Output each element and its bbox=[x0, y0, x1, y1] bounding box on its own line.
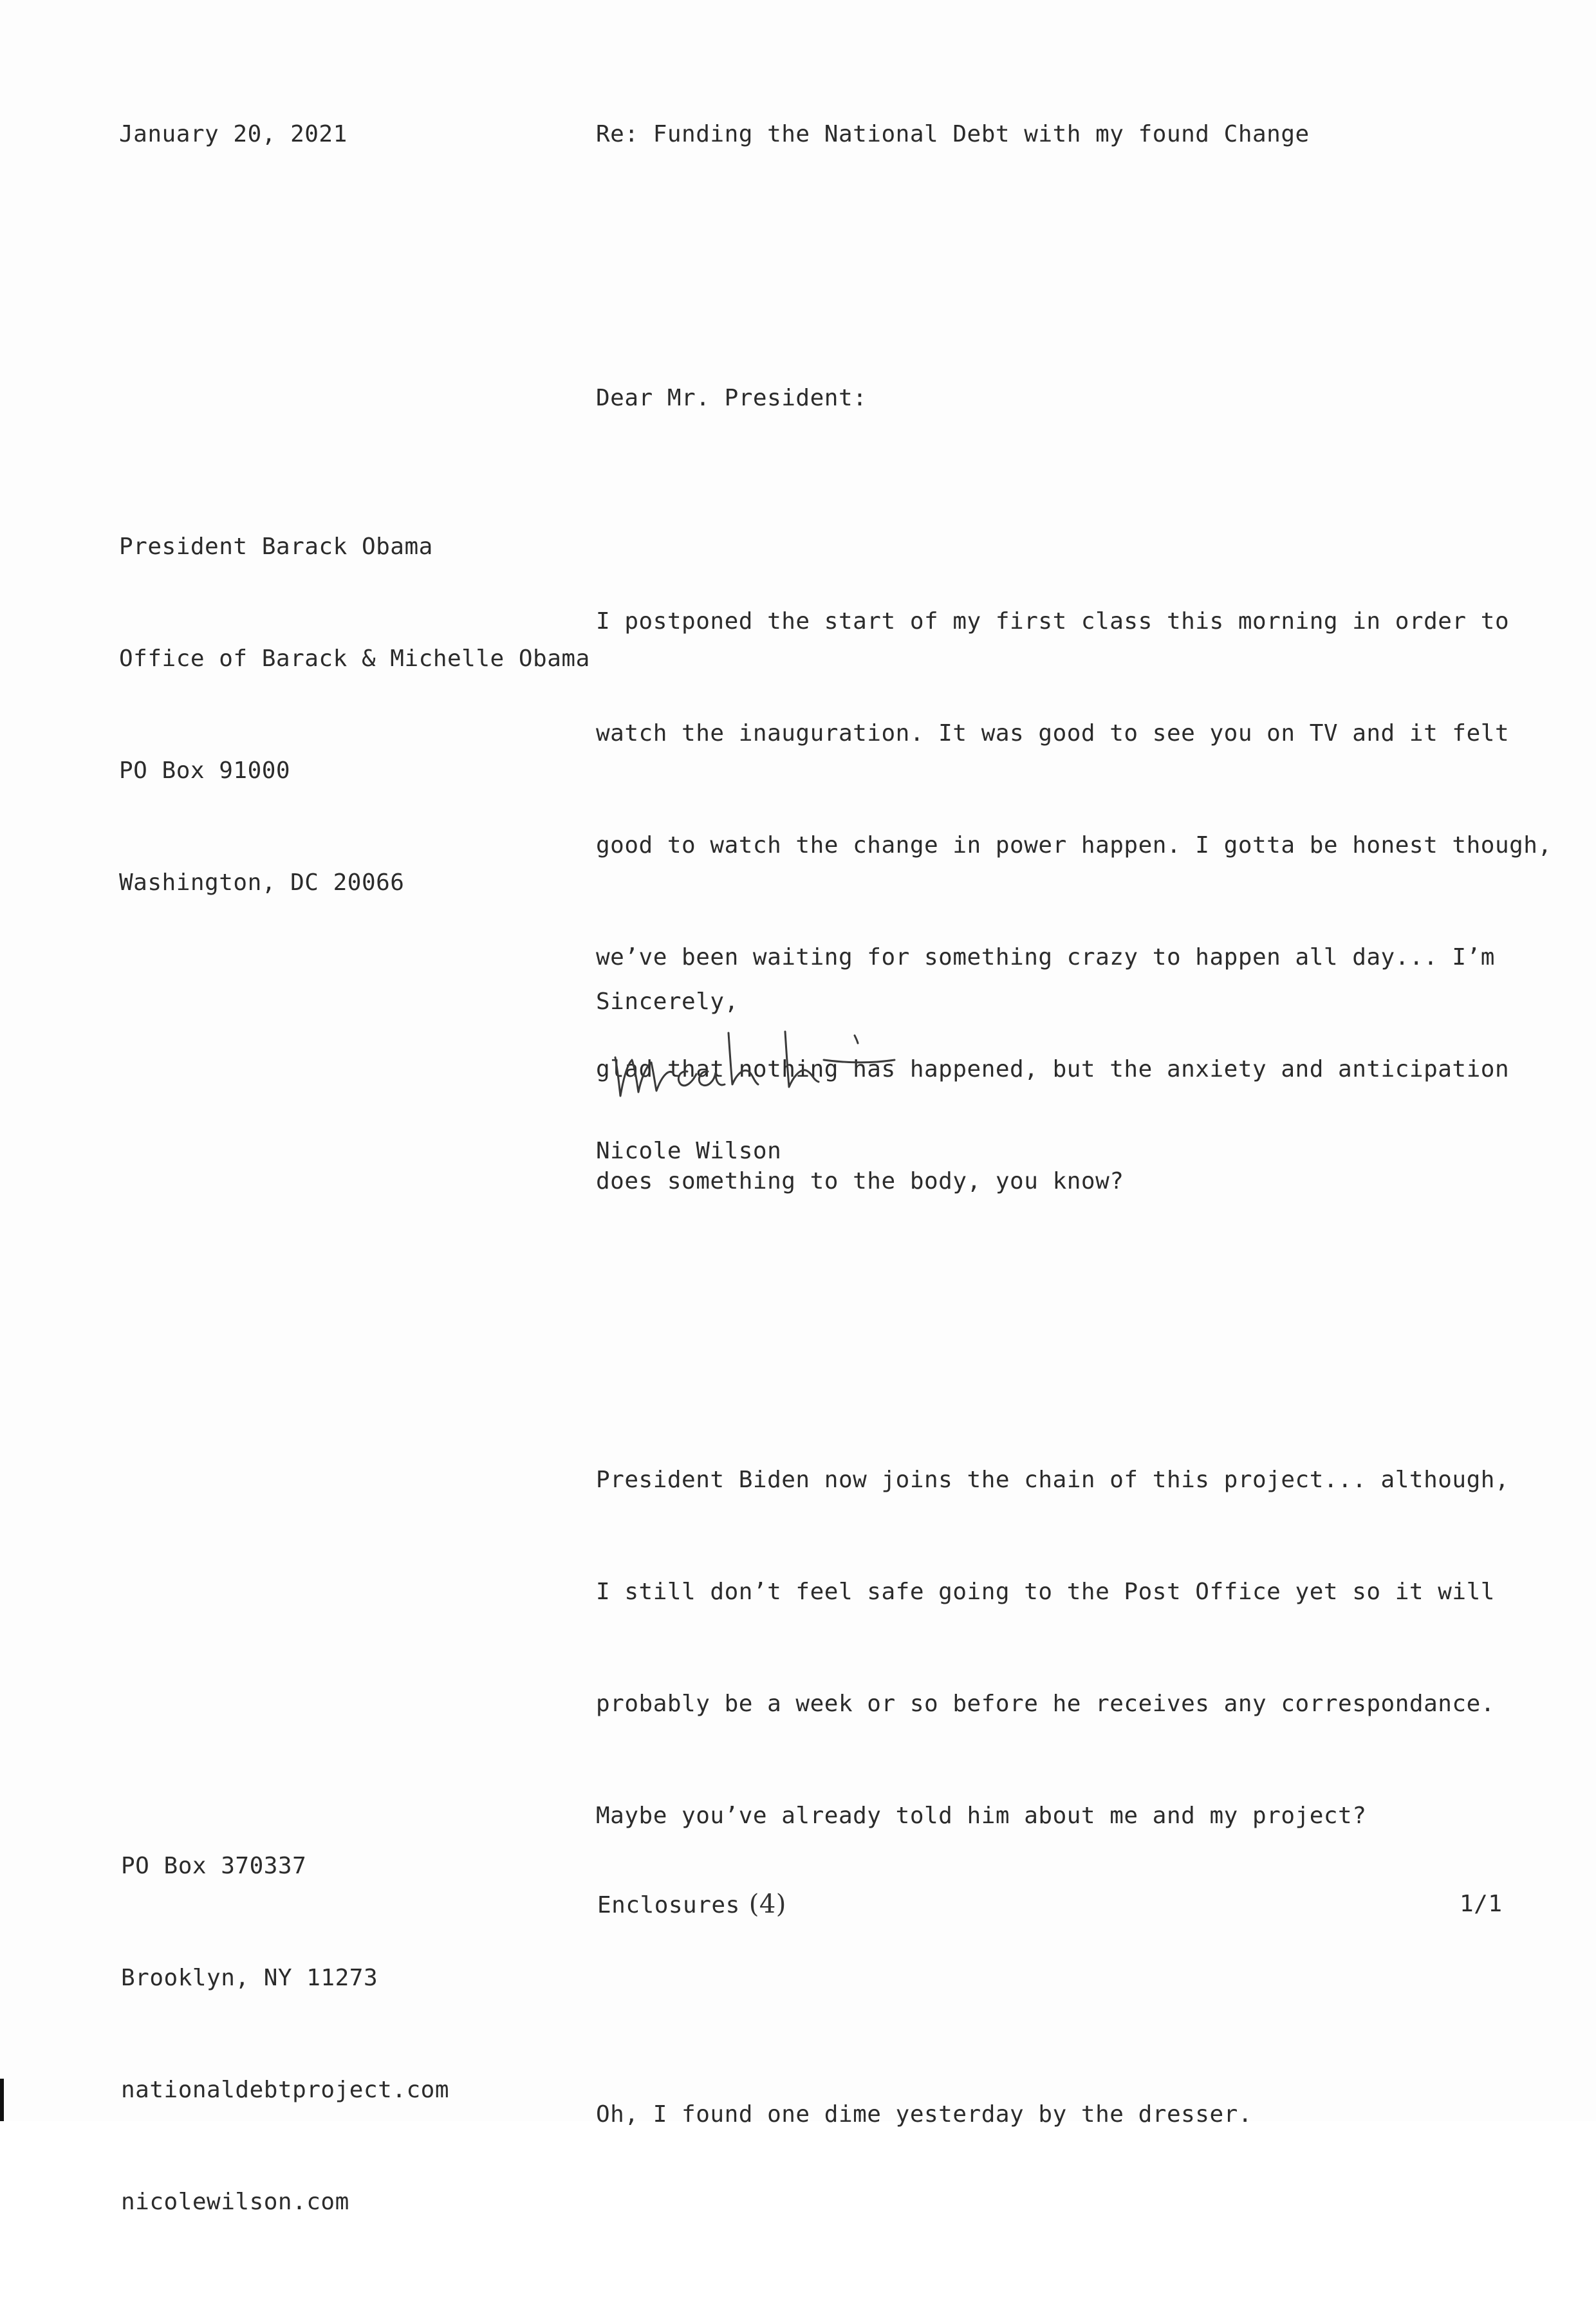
enclosures-count: (4) bbox=[748, 1889, 786, 1919]
body-line: I postponed the start of my first class this morning in order to bbox=[596, 608, 1510, 635]
signer-name: Nicole Wilson bbox=[596, 1138, 782, 1164]
sender-address-line: PO Box 370337 bbox=[121, 1853, 307, 1879]
closing: Sincerely, bbox=[596, 988, 739, 1015]
handwritten-signature bbox=[611, 1020, 946, 1117]
letter-subject: Re: Funding the National Debt with my found Change bbox=[596, 121, 1310, 147]
enclosures-label: Enclosures bbox=[597, 1892, 740, 1918]
body-line: Maybe you’ve already told him about me and my project? bbox=[596, 1803, 1367, 1829]
body-line: does something to the body, you know? bbox=[596, 1168, 1124, 1194]
sender-website[interactable]: nicolewilson.com bbox=[121, 2189, 349, 2215]
recipient-line: President Barack Obama bbox=[119, 534, 433, 560]
body-line: probably be a week or so before he receives any correspondance. bbox=[596, 1691, 1495, 1717]
body-paragraph bbox=[596, 1387, 1552, 1909]
recipient-line: PO Box 91000 bbox=[119, 757, 291, 784]
sender-address bbox=[121, 1773, 449, 2296]
sender-website[interactable]: nationaldebtproject.com bbox=[121, 2077, 449, 2103]
body-line: we’ve been waiting for something crazy to happen all day... I’m bbox=[596, 944, 1495, 970]
body-line: I still don’t feel safe going to the Post Office yet so it will bbox=[596, 1579, 1495, 1605]
body-line: Oh, I found one dime yesterday by the dresser. bbox=[596, 2101, 1252, 2128]
recipient-line: Office of Barack & Michelle Obama bbox=[119, 645, 590, 672]
recipient-line: Washington, DC 20066 bbox=[119, 869, 405, 896]
letter-date: January 20, 2021 bbox=[119, 121, 348, 147]
recipient-address bbox=[119, 454, 590, 976]
enclosures-note bbox=[597, 1886, 786, 1924]
body-paragraph bbox=[596, 2021, 1552, 2208]
page-number: 1/1 bbox=[1460, 1891, 1503, 1917]
salutation: Dear Mr. President: bbox=[596, 385, 868, 411]
body-line: watch the inauguration. It was good to see you on TV and it felt bbox=[596, 720, 1510, 747]
letter-body bbox=[596, 454, 1552, 2320]
body-line: good to watch the change in power happen. I gotta be honest though, bbox=[596, 832, 1552, 858]
body-line: glad that nothing has happened, but the anxiety and anticipation bbox=[596, 1056, 1510, 1082]
body-line: President Biden now joins the chain of this project... although, bbox=[596, 1467, 1510, 1493]
sender-address-line: Brooklyn, NY 11273 bbox=[121, 1965, 378, 1991]
scan-edge-mark bbox=[0, 2079, 4, 2121]
